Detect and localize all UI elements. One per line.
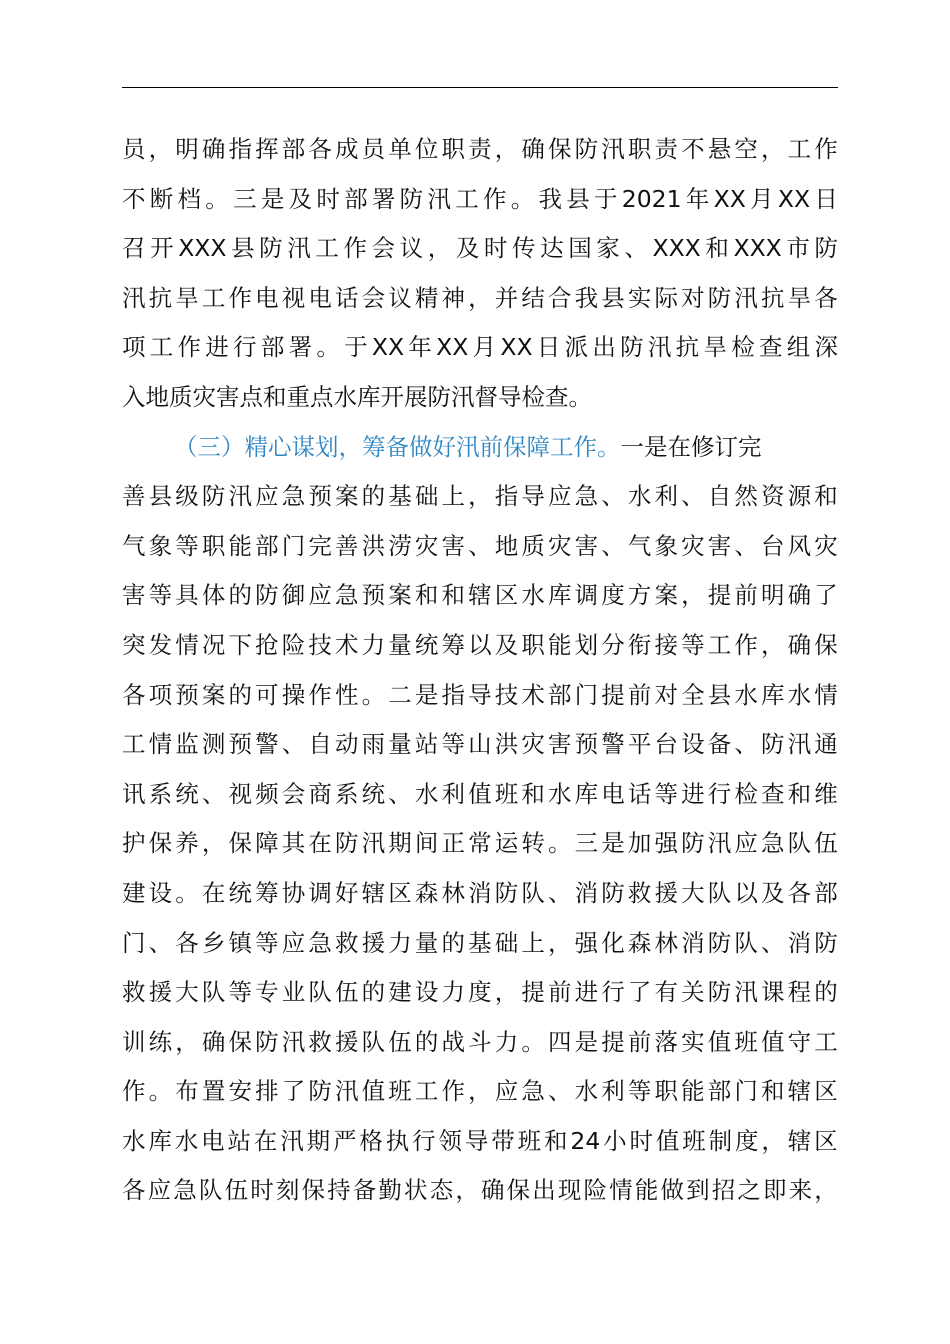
text-line: 工 情 监 测 预 警 、 自 动 雨 量 站 等 山 洪 灾 害 预 警 平 台 设 备 、 防 汛 通	[122, 730, 838, 759]
text-line: 入地质灾害点和重点水库开展防汛督导检查。	[122, 382, 592, 411]
section-heading: （三）精心谋划，筹备做好汛前保障工作。	[174, 432, 621, 461]
document-body	[122, 125, 838, 1216]
text-line: 召 开 XXX 县 防 汛 工 作 会 议 ， 及 时 传 达 国 家 、 XXX 和 XXX 市 防	[122, 234, 838, 263]
text-line: 救 援 大 队 等 专 业 队 伍 的 建 设 力 度 ， 提 前 进 行 了 有 关 防 汛 课 程 的	[122, 978, 838, 1007]
text-line: 善 县 级 防 汛 应 急 预 案 的 基 础 上 ， 指 导 应 急 、 水 利 、 自 然 资 源 和	[122, 482, 838, 511]
text-line: 员 ， 明 确 指 挥 部 各 成 员 单 位 职 责 ， 确 保 防 汛 职 责 不 悬 空 ， 工 作	[122, 135, 838, 163]
text-line: 讯 系 统 、 视 频 会 商 系 统 、 水 利 值 班 和 水 库 电 话 等 进 行 检 查 和 维	[122, 779, 838, 808]
text-line: 训 练 ， 确 保 防 汛 救 援 队 伍 的 战 斗 力 。 四 是 提 前 落 实 值 班 值 守 工	[122, 1027, 838, 1056]
text-line: 门 、 各 乡 镇 等 应 急 救 援 力 量 的 基 础 上 ， 强 化 森 林 消 防 队 、 消 防	[122, 928, 838, 957]
text-line: 水 库 水 电 站 在 汛 期 严 格 执 行 领 导 带 班 和 24 小 时 值 班 制 度 ， 辖 区	[122, 1126, 838, 1155]
header-rule	[122, 87, 838, 88]
text-line: 突 发 情 况 下 抢 险 技 术 力 量 统 筹 以 及 职 能 划 分 衔 接 等 工 作 ， 确 保	[122, 630, 838, 659]
text-line: 作 。 布 置 安 排 了 防 汛 值 班 工 作 ， 应 急 、 水 利 等 职 能 部 门 和 辖 区	[122, 1077, 838, 1106]
text-line: 项 工 作 进 行 部 署 。 于 XX 年 XX 月 XX 日 派 出 防 汛 抗 旱 检 查 组 深	[122, 333, 838, 362]
text-line: 护 保 养 ， 保 障 其 在 防 汛 期 间 正 常 运 转 。 三 是 加 强 防 汛 应 急 队 伍	[122, 829, 838, 858]
text-line: 建 设 。 在 统 筹 协 调 好 辖 区 森 林 消 防 队 、 消 防 救 援 大 队 以 及 各 部	[122, 878, 838, 907]
paragraph-first-line	[122, 423, 838, 473]
text-line: 不 断 档 。 三 是 及 时 部 署 防 汛 工 作 。 我 县 于 2021 年 XX 月 XX 日	[122, 184, 838, 213]
text-line: 气 象 等 职 能 部 门 完 善 洪 涝 灾 害 、 地 质 灾 害 、 气 象 灾 害 、 台 风 灾	[122, 531, 838, 560]
text-line: 各 应 急 队 伍 时 刻 保 持 备 勤 状 态 ， 确 保 出 现 险 情 能 做 到 招 之 即 来 ，	[122, 1176, 838, 1205]
text-line: 各 项 预 案 的 可 操 作 性 。 二 是 指 导 技 术 部 门 提 前 对 全 县 水 库 水 情	[122, 680, 838, 709]
text-line: 汛 抗 旱 工 作 电 视 电 话 会 议 精 神 ， 并 结 合 我 县 实 际 对 防 汛 抗 旱 各	[122, 283, 838, 312]
text-segment: 一是在修订完	[620, 432, 762, 461]
text-line: 害 等 具 体 的 防 御 应 急 预 案 和 和 辖 区 水 库 调 度 方 案 ， 提 前 明 确 了	[122, 581, 838, 610]
